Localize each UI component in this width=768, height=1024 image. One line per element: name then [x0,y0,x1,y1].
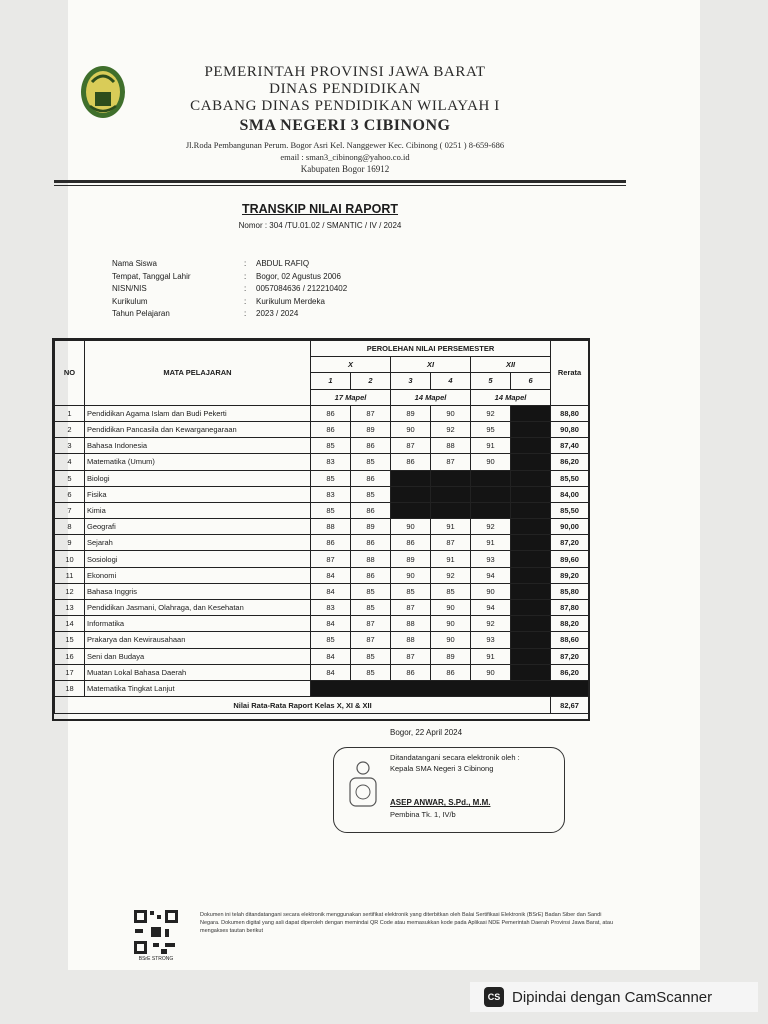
row-subject: Sosiologi [85,551,311,567]
row-subject: Seni dan Budaya [85,648,311,664]
grade-cell: 85 [311,632,351,648]
grade-cell: 87 [351,616,391,632]
signer-rank: Pembina Tk. 1, IV/b [390,810,456,819]
grade-cell: 90 [431,600,471,616]
grade-cell-empty [511,600,551,616]
grade-cell-empty [431,486,471,502]
grade-cell: 92 [471,405,511,421]
grade-cell-empty [511,421,551,437]
grade-cell-empty [511,454,551,470]
row-subject: Fisika [85,486,311,502]
grade-cell: 90 [471,664,511,680]
grade-cell: 85 [351,454,391,470]
identity-colon: : [244,284,247,293]
identity-colon: : [244,259,247,268]
grade-cell: 86 [311,405,351,421]
grade-cell-empty [511,664,551,680]
grade-cell: 87 [311,551,351,567]
grade-cell: 83 [311,600,351,616]
row-average: 86,20 [551,664,589,680]
row-average: 85,50 [551,470,589,486]
table-row [55,405,589,421]
table-row [55,551,589,567]
table-row [55,470,589,486]
row-subject: Biologi [85,470,311,486]
row-average: 88,60 [551,632,589,648]
row-average: 85,80 [551,583,589,599]
identity-row [112,283,456,296]
table-row [55,421,589,437]
grade-cell: 94 [471,567,511,583]
grade-cell: 90 [471,583,511,599]
row-subject: Sejarah [85,535,311,551]
grade-cell: 86 [351,438,391,454]
row-no: 8 [55,519,85,535]
grade-cell: 86 [311,535,351,551]
identity-key: NISN/NIS [112,284,147,293]
table-row [55,519,589,535]
grade-cell: 84 [311,664,351,680]
signer-name: ASEP ANWAR, S.Pd., M.M. [390,798,491,807]
qr-code-icon [133,909,179,955]
table-row [55,616,589,632]
camscanner-icon: CS [484,987,504,1007]
grade-cell: 90 [431,405,471,421]
grade-cell: 83 [311,454,351,470]
camscanner-label: Dipindai dengan CamScanner [512,988,713,1006]
letterhead-province: PEMERINTAH PROVINSI JAWA BARAT [204,64,486,80]
header-no: NO [55,341,85,406]
row-no: 12 [55,583,85,599]
row-no: 17 [55,664,85,680]
header-mapel-count-xii: 14 Mapel [471,389,551,405]
grade-cell: 85 [351,648,391,664]
header-sem-3: 3 [391,373,431,389]
grade-cell: 85 [311,438,351,454]
table-row [55,664,589,680]
letterhead-agency: DINAS PENDIDIKAN [269,81,421,97]
table-row [55,454,589,470]
grade-cell: 88 [391,632,431,648]
row-subject: Geografi [85,519,311,535]
grade-cell-empty [471,486,511,502]
grade-cell: 90 [431,616,471,632]
row-subject: Pendidikan Jasmani, Olahraga, dan Kesehatan [85,600,311,616]
row-subject: Matematika Tingkat Lanjut [85,680,311,696]
row-average: 90,00 [551,519,589,535]
grade-cell-empty [431,502,471,518]
sign-line-1: Ditandatangani secara elektronik oleh : [390,753,520,762]
letterhead-rule-thin [54,185,626,186]
row-no: 3 [55,438,85,454]
grade-cell: 83 [311,486,351,502]
grade-cell-empty [511,648,551,664]
row-average: 89,60 [551,551,589,567]
table-row [55,438,589,454]
header-sem-4: 4 [431,373,471,389]
identity-colon: : [244,296,247,306]
row-no: 2 [55,421,85,437]
grade-cell-empty [431,470,471,486]
row-empty-grades [311,680,589,696]
grade-cell: 90 [431,632,471,648]
identity-value: 0057084636 / 212210402 [256,284,348,293]
table-row [55,632,589,648]
grade-cell: 85 [311,470,351,486]
grade-cell-empty [511,502,551,518]
grade-cell: 92 [471,616,511,632]
grade-cell: 91 [431,519,471,535]
grade-cell: 87 [431,535,471,551]
grade-cell: 88 [351,551,391,567]
row-no: 1 [55,405,85,421]
grade-cell: 88 [391,616,431,632]
grade-cell: 89 [391,405,431,421]
table-row [55,567,589,583]
grade-cell: 92 [431,567,471,583]
letterhead-branch: CABANG DINAS PENDIDIKAN WILAYAH I [190,98,500,114]
grade-cell: 92 [471,519,511,535]
identity-value: 2023 / 2024 [256,309,299,318]
identity-row [112,308,456,321]
grade-cell: 84 [311,648,351,664]
grade-cell-empty [511,551,551,567]
grade-cell: 86 [351,470,391,486]
grade-cell: 91 [431,551,471,567]
grade-cell: 86 [391,535,431,551]
grade-cell: 89 [431,648,471,664]
row-no: 9 [55,535,85,551]
grade-cell: 88 [431,438,471,454]
row-no: 15 [55,632,85,648]
grade-cell: 86 [351,502,391,518]
grade-cell-empty [471,470,511,486]
grade-cell: 86 [391,454,431,470]
grade-cell-empty [391,470,431,486]
grade-cell: 87 [391,648,431,664]
grade-cell: 86 [311,421,351,437]
sign-place-date: Bogor, 22 April 2024 [390,728,463,737]
grade-cell: 93 [471,632,511,648]
identity-key: Tempat, Tanggal Lahir [112,271,191,281]
grade-cell-empty [511,438,551,454]
grade-cell: 91 [471,648,511,664]
grade-cell: 90 [391,421,431,437]
letterhead-rule-thick [54,180,626,183]
grade-cell: 91 [471,438,511,454]
identity-key: Tahun Pelajaran [112,309,170,318]
grade-cell-empty [511,567,551,583]
grade-cell: 87 [351,405,391,421]
identity-row [112,271,456,284]
identity-colon: : [244,309,247,318]
grade-cell-empty [511,486,551,502]
grade-cell: 93 [471,551,511,567]
table-row [55,583,589,599]
identity-colon: : [244,271,247,281]
grade-cell: 91 [471,535,511,551]
grade-cell-empty [511,616,551,632]
grade-cell: 85 [391,583,431,599]
grade-cell: 92 [431,421,471,437]
grade-cell: 89 [391,551,431,567]
row-average: 89,20 [551,567,589,583]
document-title: TRANSKIP NILAI RAPORT [241,202,399,216]
identity-value: ABDUL RAFIQ [256,259,310,268]
qr-caption: BSrE STRONG [138,956,174,962]
row-subject: Kimia [85,502,311,518]
header-class-x: X [311,357,391,373]
identity-key: Kurikulum [112,296,148,306]
grade-cell-empty [511,583,551,599]
school-seal-icon [342,754,384,814]
grade-cell-empty [511,519,551,535]
row-average: 84,00 [551,486,589,502]
grade-cell: 84 [311,567,351,583]
header-sem-1: 1 [311,373,351,389]
table-row [55,535,589,551]
header-class-xi: XI [391,357,471,373]
identity-row [112,258,456,271]
grade-cell: 85 [351,600,391,616]
identity-key: Nama Siswa [112,259,157,268]
row-average: 87,20 [551,648,589,664]
grades-table [54,340,589,714]
grade-cell: 87 [351,632,391,648]
grade-cell: 85 [311,502,351,518]
grade-cell: 84 [311,616,351,632]
footer-note: Dokumen ini telah ditandatangani secara elektronik menggunakan sertifikat elektronik yang diterbitkan oleh Balai Sertifikasi Elektronik (BSrE) Badan Siber dan Sandi Negara. Dokumen digital yang asli dapat diperoleh dengan memindai QR Code atau memasukkan kode pada Aplikasi NDE Pemerintah Daerah Provinsi Jawa Barat, atau mengakses tautan berikut [200,912,614,934]
grade-cell: 85 [431,583,471,599]
row-no: 18 [55,680,85,696]
overall-average-value: 82,67 [551,697,589,714]
row-subject: Informatika [85,616,311,632]
row-average: 85,50 [551,502,589,518]
overall-average-label: Nilai Rata-Rata Raport Kelas X, XI & XII [55,697,551,714]
grade-cell-empty [511,405,551,421]
row-average: 88,80 [551,405,589,421]
header-sem-5: 5 [471,373,511,389]
grade-cell: 86 [431,664,471,680]
letterhead-email: email : sman3_cibinong@yahoo.co.id [280,152,410,162]
row-subject: Bahasa Inggris [85,583,311,599]
grade-cell: 88 [311,519,351,535]
header-mapel-count-x: 17 Mapel [311,389,391,405]
table-row [55,680,589,696]
row-no: 5 [55,470,85,486]
header-class-xii: XII [471,357,551,373]
grade-cell: 85 [351,664,391,680]
grade-cell: 85 [351,583,391,599]
row-average: 87,20 [551,535,589,551]
student-identity [112,258,456,321]
grade-cell: 90 [391,567,431,583]
grade-cell: 89 [351,421,391,437]
row-no: 6 [55,486,85,502]
grade-cell: 86 [391,664,431,680]
letterhead [120,64,570,176]
grade-cell: 87 [391,600,431,616]
row-subject: Matematika (Umum) [85,454,311,470]
grade-cell: 89 [351,519,391,535]
row-no: 7 [55,502,85,518]
row-subject: Muatan Lokal Bahasa Daerah [85,664,311,680]
row-average: 87,80 [551,600,589,616]
letterhead-school: SMA NEGERI 3 CIBINONG [239,117,451,134]
grade-cell-empty [511,632,551,648]
grade-cell: 87 [431,454,471,470]
row-no: 4 [55,454,85,470]
row-subject: Bahasa Indonesia [85,438,311,454]
row-no: 13 [55,600,85,616]
grade-cell-empty [511,535,551,551]
grade-cell: 87 [391,438,431,454]
sign-line-2: Kepala SMA Negeri 3 Cibinong [390,764,494,773]
grade-cell: 90 [391,519,431,535]
row-no: 16 [55,648,85,664]
table-row [55,648,589,664]
identity-value: Bogor, 02 Agustus 2006 [256,271,341,281]
grade-cell: 94 [471,600,511,616]
row-no: 14 [55,616,85,632]
grade-cell: 85 [351,486,391,502]
grade-cell: 95 [471,421,511,437]
grade-cell-empty [511,470,551,486]
row-average: 90,80 [551,421,589,437]
letterhead-city: Kabupaten Bogor 16912 [300,164,390,174]
grade-cell-empty [391,502,431,518]
document-number: Nomor : 304 /TU.01.02 / SMANTIC / IV / 2024 [238,221,402,230]
sign-statement [390,752,520,774]
grade-cell: 86 [351,535,391,551]
header-sem-6: 6 [511,373,551,389]
grade-cell: 86 [351,567,391,583]
row-average: 87,40 [551,438,589,454]
grade-cell: 90 [471,454,511,470]
header-subject: MATA PELAJARAN [85,341,311,406]
header-average: Rerata [551,341,589,406]
identity-row [112,296,456,309]
row-no: 10 [55,551,85,567]
header-sem-2: 2 [351,373,391,389]
identity-value: Kurikulum Merdeka [256,296,325,306]
camscanner-watermark [470,982,758,1012]
row-no: 11 [55,567,85,583]
table-row [55,486,589,502]
row-subject: Prakarya dan Kewirausahaan [85,632,311,648]
row-subject: Ekonomi [85,567,311,583]
table-row [55,600,589,616]
header-mapel-count-xi: 14 Mapel [391,389,471,405]
header-semester-grades: PEROLEHAN NILAI PERSEMESTER [311,341,551,357]
grade-cell-empty [391,486,431,502]
row-subject: Pendidikan Agama Islam dan Budi Pekerti [85,405,311,421]
table-row [55,502,589,518]
row-average: 86,20 [551,454,589,470]
row-average: 88,20 [551,616,589,632]
letterhead-address: Jl.Roda Pembangunan Perum. Bogor Asri Kel. Nanggewer Kec. Cibinong ( 0251 ) 8-659-686 [185,140,505,150]
row-subject: Pendidikan Pancasila dan Kewarganegaraan [85,421,311,437]
grade-cell-empty [471,502,511,518]
grade-cell: 84 [311,583,351,599]
